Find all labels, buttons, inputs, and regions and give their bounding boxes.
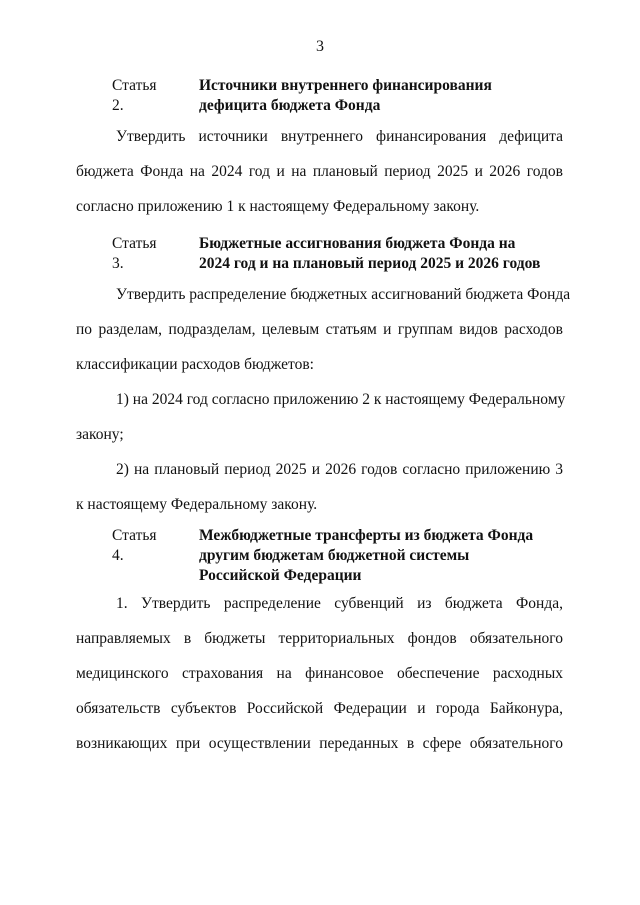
article-title-line: Источники внутреннего финансирования (199, 77, 492, 94)
text-line: направляемых в бюджеты территориальных фондов обязательного (76, 630, 563, 647)
article-label: Статья 3. (112, 235, 157, 272)
article-title (199, 234, 540, 274)
text-line: согласно приложению 1 к настоящему Федеральному закону. (76, 198, 480, 215)
article-2-body (76, 127, 563, 232)
text-line: 1. Утвердить распределение субвенций из бюджета Фонда, (116, 595, 563, 612)
text-line: 2) на плановый период 2025 и 2026 годов согласно приложению 3 (116, 461, 563, 478)
text-line: Утвердить распределение бюджетных ассигнований бюджета Фонда (116, 286, 571, 303)
article-title-line: Бюджетные ассигнования бюджета Фонда на (199, 235, 516, 252)
article-title-line: другим бюджетам бюджетной системы (199, 547, 470, 564)
article-label: Статья 2. (112, 77, 157, 114)
text-line: 1) на 2024 год согласно приложению 2 к настоящему Федеральному (116, 391, 566, 408)
text-line: закону; (76, 426, 124, 443)
text-line: обязательств субъектов Российской Федерации и города Байконура, (76, 700, 563, 717)
text-line: по разделам, подразделам, целевым статьям и группам видов расходов (76, 321, 563, 338)
article-title-line: дефицита бюджета Фонда (199, 97, 381, 114)
text-line: к настоящему Федеральному закону. (76, 496, 318, 513)
article-label: Статья 4. (112, 527, 157, 564)
article-3-body (76, 285, 571, 530)
article-title-line: Межбюджетные трансферты из бюджета Фонда (199, 527, 534, 544)
article-4-body (76, 594, 563, 769)
text-line: бюджета Фонда на 2024 год и на плановый период 2025 и 2026 годов (76, 163, 563, 180)
article-title (199, 76, 492, 116)
article-title (199, 526, 533, 586)
article-title-line: 2024 год и на плановый период 2025 и 2026 годов (199, 255, 541, 272)
text-line: классификации расходов бюджетов: (76, 356, 314, 373)
page-number: 3 (316, 38, 324, 55)
text-line: Утвердить источники внутреннего финансирования дефицита (116, 128, 563, 145)
text-line: возникающих при осуществлении переданных в сфере обязательного (76, 735, 563, 752)
article-title-line: Российской Федерации (199, 567, 362, 584)
text-line: медицинского страхования на финансовое обеспечение расходных (76, 665, 563, 682)
